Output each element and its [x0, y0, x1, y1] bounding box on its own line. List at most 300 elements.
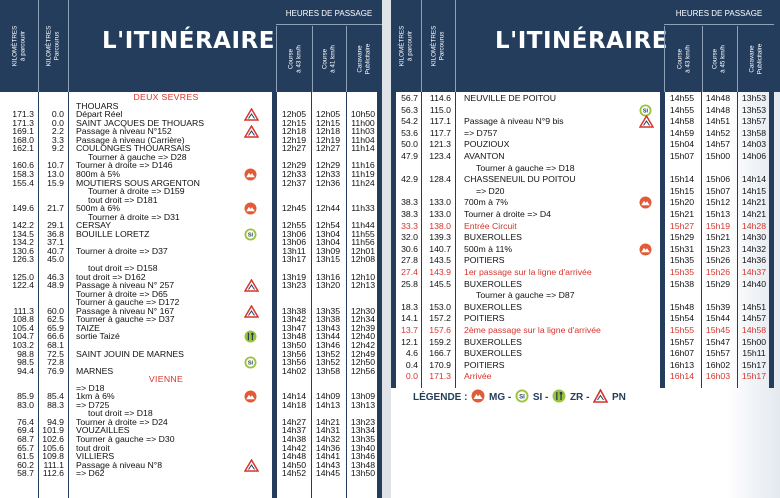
route-description: sortie Taizé: [76, 331, 120, 342]
table-row: [391, 325, 780, 336]
table-row: [391, 360, 780, 371]
km-covered: 21.7: [47, 203, 64, 214]
km-covered: 36.8: [47, 228, 64, 239]
table-row: [391, 302, 780, 313]
table-row: [391, 255, 780, 266]
route-description: BUXEROLLES: [464, 301, 522, 312]
km-covered: 13.0: [47, 168, 64, 179]
route-description: CERSAY: [76, 220, 112, 231]
time-caravane: 13h57: [741, 116, 767, 127]
table-row: [0, 468, 382, 479]
page-title: L'ITINÉRAIRE: [102, 28, 275, 54]
time-course-1: 13h56: [281, 357, 307, 368]
time-caravane: 12h13: [350, 280, 376, 291]
time-caravane: 12h30: [350, 305, 376, 316]
time-course-2: 15h44: [705, 313, 731, 324]
km-covered: 15.9: [47, 177, 64, 188]
time-course-1: 15h57: [669, 336, 695, 347]
route-description: POITIERS: [464, 359, 505, 370]
time-caravane: 14h57: [741, 313, 767, 324]
page-title: L'ITINÉRAIRE: [495, 28, 668, 54]
km-remaining: 33.3: [401, 220, 418, 231]
time-course-2: 12h54: [315, 220, 341, 231]
time-course-1: 15h55: [669, 325, 695, 335]
km-covered: 111.1: [43, 459, 64, 470]
km-covered: 72.8: [47, 357, 64, 368]
route-description: 2ème passage sur la ligne d'arrivée: [464, 325, 601, 335]
route-description: tout droit => D181: [88, 194, 158, 205]
km-remaining: 122.4: [12, 280, 34, 291]
time-course-2: 16h03: [705, 371, 731, 382]
km-remaining: 68.7: [17, 434, 34, 444]
time-course-1: 14h14: [281, 391, 307, 402]
km-remaining: 126.3: [12, 254, 34, 265]
sprint-icon: [515, 389, 529, 406]
route-description: tout droit => D162: [76, 271, 146, 282]
legend-separator: -: [507, 392, 512, 403]
km-covered: 62.5: [47, 314, 64, 325]
time-course-2: 14h48: [705, 93, 731, 103]
time-caravane: 13h50: [350, 468, 376, 479]
legend-code: SI: [532, 392, 543, 403]
route-description: Passage à niveau N°9 bis: [464, 116, 564, 127]
climb-icon: [471, 389, 485, 406]
route-description: Tourner à gauche => D37: [76, 314, 175, 325]
route-description: VOUZAILLES: [76, 425, 130, 436]
time-caravane: 15h11: [742, 348, 766, 359]
time-caravane: 15h17: [741, 371, 767, 382]
km-covered: 138.0: [429, 220, 451, 231]
time-caravane: 12h39: [350, 322, 376, 333]
time-caravane: 12h01: [350, 245, 376, 256]
time-course-1: 14h37: [281, 425, 307, 436]
time-course-1: 12h33: [281, 168, 307, 179]
km-covered: 143.5: [429, 255, 451, 266]
route-description: BOUILLE LORETZ: [76, 228, 150, 239]
right-page: [391, 0, 780, 498]
km-covered: 46.3: [47, 271, 64, 282]
time-caravane: 12h10: [350, 271, 376, 282]
route-description: Départ Réel: [76, 109, 123, 120]
table-row: [391, 290, 780, 301]
km-covered: 37.1: [47, 237, 64, 248]
km-covered: 60.0: [47, 305, 64, 316]
feed-zone-icon: [552, 389, 566, 406]
time-course-1: 13h50: [281, 339, 307, 350]
time-course-1: 12h27: [281, 143, 307, 154]
route-description: => D725: [76, 399, 110, 410]
km-remaining: 158.3: [12, 168, 34, 179]
time-course-1: 13h06: [281, 237, 307, 248]
km-remaining: 12.1: [401, 336, 418, 347]
time-caravane: 13h53: [741, 93, 767, 103]
km-remaining: 76.4: [17, 416, 34, 427]
time-course-2: 14h41: [315, 451, 341, 462]
time-caravane: 13h13: [350, 399, 376, 410]
route-description: NEUVILLE DE POITOU: [464, 93, 557, 103]
km-covered: 85.4: [47, 391, 64, 402]
svg-text:SI: SI: [642, 108, 649, 115]
time-course-1: 12h15: [281, 117, 307, 128]
table-row: [391, 209, 780, 220]
time-caravane: 14h36: [741, 255, 767, 266]
time-caravane: 12h08: [350, 254, 376, 265]
km-remaining: 56.7: [401, 93, 418, 103]
km-remaining: 50.0: [401, 139, 418, 150]
time-caravane: 12h50: [350, 357, 376, 368]
km-remaining: 130.6: [12, 245, 34, 256]
km-remaining: 94.4: [17, 365, 34, 376]
legend: [413, 389, 626, 406]
km-covered: 153.0: [429, 301, 451, 312]
time-course-2: 15h57: [705, 348, 731, 359]
route-description: 1er passage sur la ligne d'arrivée: [464, 267, 592, 277]
time-course-2: 12h36: [315, 177, 341, 188]
table-row: [391, 151, 780, 162]
km-remaining: 61.5: [17, 451, 34, 462]
time-course-2: 13h58: [315, 365, 341, 376]
km-remaining: 56.3: [401, 104, 418, 115]
table-row: [391, 348, 780, 359]
route-description: tout droit => D158: [88, 263, 158, 273]
course-43-header: Course à 43 km/h: [664, 26, 703, 92]
route-description: Tourner à droite => D31: [88, 211, 180, 222]
time-caravane: 13h53: [741, 104, 767, 115]
table-row: [391, 105, 780, 116]
route-description: Tourner à droite => D159: [88, 186, 185, 197]
km-covered: 102.6: [42, 434, 64, 444]
course-41-header: Course à 41 km/h: [311, 26, 347, 92]
route-description: => D62: [76, 468, 105, 479]
time-course-1: 16h14: [669, 371, 695, 382]
km-remaining: 142.2: [12, 220, 34, 231]
time-course-2: 13h46: [315, 339, 341, 350]
route-description: Passage à niveau N°152: [76, 126, 172, 137]
time-caravane: 11h33: [351, 203, 375, 214]
time-course-1: 14h18: [281, 399, 307, 410]
course-43-header: Course à 43 km/h: [276, 26, 313, 92]
km-covered: 123.4: [429, 151, 451, 161]
km-covered: 94.9: [47, 416, 64, 427]
time-course-1: 15h21: [669, 209, 695, 219]
km-covered: 112.6: [42, 468, 64, 479]
time-course-2: 14h48: [705, 104, 731, 115]
time-caravane: 12h42: [350, 339, 376, 350]
route-description: => D757: [464, 127, 498, 138]
svg-text:SI: SI: [247, 232, 254, 239]
svg-text:SI: SI: [519, 394, 525, 401]
route-description: Arrivée: [464, 371, 492, 382]
time-course-2: 15h12: [705, 197, 731, 208]
km-remaining: 134.2: [12, 237, 34, 248]
route-description: 500m à 11%: [464, 243, 513, 254]
km-covered: 101.9: [42, 425, 64, 436]
km-covered: 128.4: [429, 174, 451, 185]
table-row: [391, 197, 780, 208]
route-description: COULONGES THOUARSAIS: [76, 143, 191, 154]
heures-passage-header: HEURES DE PASSAGE: [276, 4, 382, 25]
km-covered: 3.3: [51, 134, 64, 145]
time-course-2: 13h04: [315, 228, 341, 239]
km-covered: 133.0: [429, 197, 451, 208]
time-course-1: 13h48: [281, 331, 307, 342]
route-description: Tourner à gauche => D172: [76, 297, 180, 308]
km-covered: 65.9: [47, 322, 64, 333]
time-course-1: 14h50: [281, 459, 307, 470]
time-course-2: 12h27: [315, 143, 341, 154]
km-remaining: 160.6: [12, 160, 34, 171]
time-course-2: 14h52: [705, 127, 731, 138]
route-description: Tourner à droite => D37: [76, 245, 168, 256]
time-course-1: 12h18: [281, 126, 307, 137]
route-description: AVANTON: [464, 151, 505, 161]
legend-code: MG: [489, 392, 506, 403]
route-description: Tourner à droite => D146: [76, 160, 173, 171]
time-course-1: 16h07: [669, 348, 695, 359]
time-course-1: 13h19: [281, 271, 307, 282]
time-course-1: 15h38: [669, 278, 695, 289]
km-remaining: 30.6: [401, 243, 418, 254]
table-row: [391, 163, 780, 174]
km-covered: 48.9: [47, 280, 64, 291]
legend-code: ZR: [569, 392, 584, 403]
time-caravane: 14h06: [741, 151, 767, 161]
time-course-1: 15h04: [669, 139, 695, 150]
table-row: [391, 116, 780, 127]
time-course-1: 12h05: [281, 109, 307, 120]
table-row: [391, 221, 780, 232]
route-description: CHASSENEUIL DU POITOU: [464, 174, 576, 185]
table-row: [391, 279, 780, 290]
km-remaining: 60.2: [17, 459, 34, 470]
time-course-1: 14h02: [281, 365, 307, 376]
time-course-2: 15h26: [705, 255, 731, 266]
time-course-1: 13h23: [281, 280, 307, 291]
left-header: [0, 0, 382, 92]
km-covered: 0.0: [51, 117, 64, 128]
time-course-2: 13h35: [315, 305, 341, 316]
km-remaining: 149.6: [12, 203, 34, 214]
km-covered: 72.5: [47, 348, 64, 359]
km-covered: 157.6: [429, 325, 451, 335]
km-covered: 109.8: [42, 451, 64, 462]
time-caravane: 11h55: [351, 228, 375, 239]
time-caravane: 11h14: [351, 143, 375, 154]
time-course-2: 12h15: [315, 117, 341, 128]
km-covered: 143.9: [429, 267, 451, 277]
time-course-2: 15h29: [705, 278, 731, 289]
time-course-1: 13h06: [281, 228, 307, 239]
km-covered: 166.7: [429, 348, 451, 359]
time-course-1: 12h37: [281, 177, 307, 188]
time-course-2: 15h07: [705, 185, 731, 196]
route-description: Tourner à gauche => D87: [476, 290, 575, 301]
time-course-2: 16h02: [705, 359, 731, 370]
km-remaining: 54.2: [401, 116, 418, 127]
km-covered: 133.0: [429, 209, 451, 219]
km-remaining: 105.4: [12, 322, 34, 333]
table-row: [391, 371, 780, 382]
route-description: SAINT JACQUES DE THOUARS: [76, 117, 205, 128]
time-caravane: 14h30: [741, 232, 767, 243]
km-remaining: 111.3: [13, 305, 34, 316]
table-row: [391, 244, 780, 255]
km-remaining: 42.9: [401, 174, 418, 185]
time-course-1: 14h58: [669, 116, 695, 127]
course-45-header: Course à 45 km/h: [701, 26, 738, 92]
time-caravane: 12h40: [350, 331, 376, 342]
route-description: 700m à 7%: [464, 197, 508, 208]
time-course-1: 15h27: [669, 220, 695, 231]
time-caravane: 13h09: [350, 391, 376, 402]
time-course-1: 13h56: [281, 348, 307, 359]
time-course-1: 12h45: [281, 203, 307, 214]
time-course-2: 14h43: [315, 459, 341, 470]
table-row: [391, 139, 780, 150]
time-caravane: 13h23: [350, 416, 376, 427]
time-course-1: 15h29: [669, 232, 695, 243]
route-description: Tourner à gauche => D18: [476, 162, 575, 173]
section-name: DEUX SEVRES: [133, 92, 199, 102]
time-course-2: 15h39: [705, 301, 731, 312]
km-remaining-header: KILOMÈTRES à parcourir: [0, 0, 39, 92]
time-course-1: 15h48: [669, 301, 695, 312]
km-remaining: 32.0: [401, 232, 418, 243]
route-description: Tourner à droite => D24: [76, 416, 168, 427]
route-description: => D20: [476, 185, 505, 196]
km-covered: 10.7: [47, 160, 64, 171]
time-course-1: 15h35: [669, 255, 695, 266]
km-remaining: 58.7: [17, 468, 34, 479]
route-description: Passage à niveau N° 257: [76, 280, 175, 291]
km-covered: 115.0: [429, 104, 451, 115]
time-caravane: 13h34: [350, 425, 376, 436]
caravane-header: Caravane Publicitaire: [748, 43, 763, 75]
time-caravane: 13h35: [350, 434, 376, 444]
time-caravane: 12h34: [350, 314, 376, 325]
route-description: POITIERS: [464, 255, 505, 266]
time-course-2: 15h21: [705, 232, 731, 243]
km-covered: 68.1: [47, 339, 64, 350]
route-description: THOUARS: [76, 100, 119, 111]
time-course-2: 14h13: [315, 399, 341, 410]
time-course-1: 13h42: [281, 314, 307, 325]
time-course-1: 14h55: [669, 104, 695, 115]
km-remaining: 171.3: [12, 117, 34, 128]
time-course-1: 13h38: [281, 305, 307, 316]
table-row: [391, 174, 780, 185]
time-course-2: 15h06: [705, 174, 731, 185]
km-covered: 139.3: [429, 232, 451, 243]
route-description: BUXEROLLES: [464, 348, 522, 359]
km-remaining: 27.4: [401, 267, 418, 277]
time-course-1: 14h52: [281, 468, 307, 479]
time-caravane: 12h56: [350, 365, 376, 376]
heures-passage-header: HEURES DE PASSAGE: [664, 4, 774, 25]
table-row: [391, 232, 780, 243]
time-course-2: 13h44: [315, 331, 341, 342]
right-header: [391, 0, 780, 92]
time-course-2: 14h57: [705, 139, 731, 150]
route-description: SAINT JOUIN DE MARNES: [76, 348, 184, 359]
time-caravane: 12h49: [350, 348, 376, 359]
route-description: 800m à 5%: [76, 168, 120, 179]
time-caravane: 11h44: [351, 220, 375, 231]
time-course-2: 15h26: [705, 267, 731, 277]
route-description: BUXEROLLES: [464, 232, 522, 243]
route-description: BUXEROLLES: [464, 278, 522, 289]
route-description: => D18: [76, 382, 105, 393]
km-covered: 114.6: [429, 93, 451, 103]
time-course-2: 15h13: [705, 209, 731, 219]
km-covered: 159.2: [429, 336, 451, 347]
time-course-1: 13h11: [282, 245, 306, 256]
route-description: Tourner à droite => D4: [464, 209, 551, 219]
legend-separator: -: [586, 392, 590, 403]
km-covered: 117.7: [429, 127, 451, 138]
time-course-1: 12h29: [281, 160, 307, 171]
km-covered: 2.2: [51, 126, 64, 137]
time-caravane: 15h00: [741, 336, 767, 347]
time-caravane: 14h15: [741, 185, 767, 196]
route-description: Passage à niveau N°8: [76, 459, 163, 470]
km-covered-header: KILOMÈTRES Parcourus: [38, 0, 69, 92]
time-caravane: 14h32: [741, 243, 767, 254]
time-caravane: 11h24: [351, 177, 375, 188]
time-caravane: 14h28: [741, 220, 767, 231]
route-description: Tourner à gauche => D30: [76, 434, 175, 444]
km-remaining: 69.4: [17, 425, 34, 436]
km-covered: 45.0: [47, 254, 64, 265]
time-course-2: 14h51: [705, 116, 731, 127]
time-caravane: 14h14: [741, 174, 767, 185]
km-covered: 76.9: [47, 365, 64, 376]
route-description: MOUTIERS SOUS ARGENTON: [76, 177, 200, 188]
time-course-2: 14h36: [315, 442, 341, 453]
time-course-2: 13h15: [315, 254, 341, 265]
km-remaining: 168.0: [12, 134, 34, 145]
km-covered: 121.3: [429, 139, 451, 150]
time-course-1: 16h13: [669, 359, 695, 370]
km-remaining: 125.0: [12, 271, 34, 282]
km-remaining: 53.6: [401, 127, 418, 138]
time-course-1: 14h38: [281, 434, 307, 444]
km-remaining: 162.1: [12, 143, 34, 154]
time-course-1: 13h47: [281, 322, 307, 333]
time-caravane: 13h40: [350, 442, 376, 453]
route-description: tout droit: [76, 442, 110, 453]
route-description: TAIZE: [76, 322, 100, 333]
km-remaining: 25.8: [401, 278, 418, 289]
time-course-2: 14h45: [315, 468, 341, 479]
time-caravane: 13h48: [350, 459, 376, 470]
time-caravane: 11h04: [351, 134, 375, 145]
km-remaining: 18.3: [401, 301, 418, 312]
time-course-2: 14h32: [315, 434, 341, 444]
km-remaining: 103.2: [12, 339, 34, 350]
time-caravane: 10h50: [350, 109, 376, 120]
table-row: [391, 337, 780, 348]
table-row: [391, 313, 780, 324]
time-course-2: 13h04: [315, 237, 341, 248]
km-remaining: 85.9: [17, 391, 34, 402]
time-course-2: 14h31: [315, 425, 341, 436]
time-course-2: 15h47: [705, 336, 731, 347]
time-caravane: 11h56: [351, 237, 375, 248]
caravane-header: Caravane Publicitaire: [356, 43, 371, 75]
km-covered: 145.5: [429, 278, 451, 289]
time-caravane: 11h16: [351, 160, 375, 171]
